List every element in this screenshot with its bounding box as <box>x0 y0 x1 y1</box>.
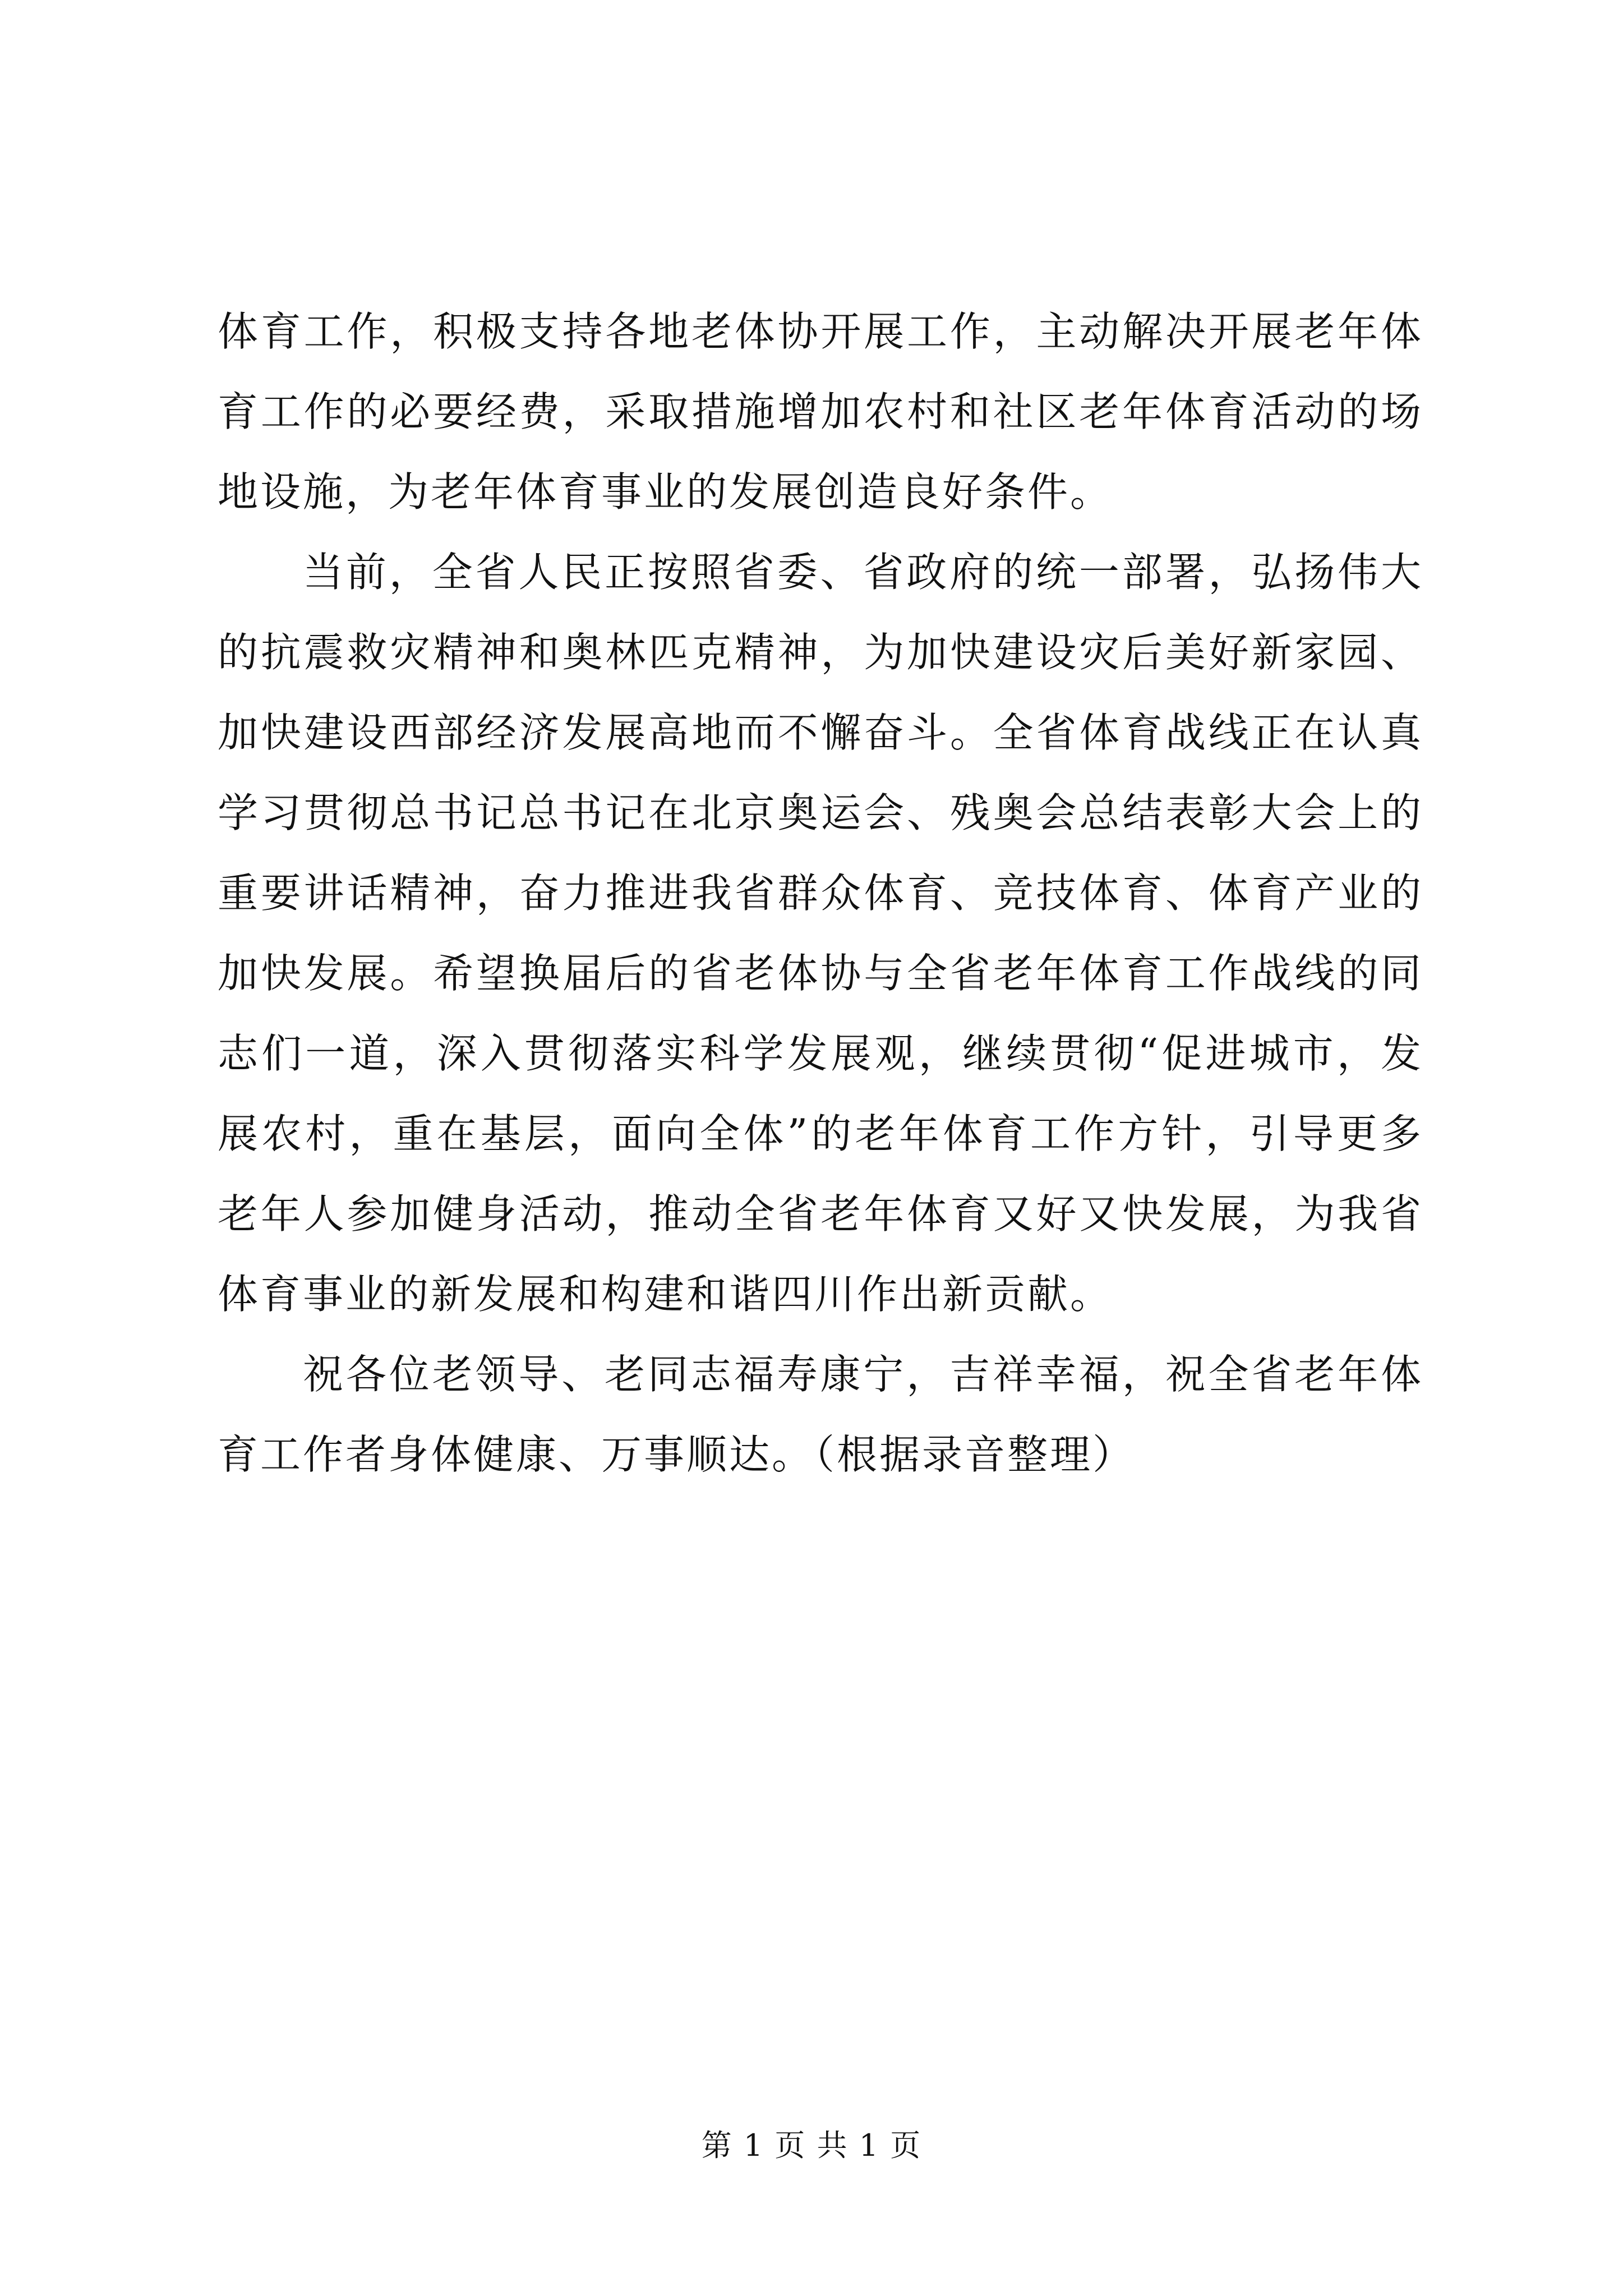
paragraph-3: 祝各位老领导、老同志福寿康宁，吉祥幸福，祝全省老年体育工作者身体健康、万事顺达。（根据录音整理） <box>218 1351 1423 1478</box>
document-body <box>218 292 1423 1495</box>
paragraph-1: 体育工作，积极支持各地老体协开展工作，主动解决开展老年体育工作的必要经费，采取措施增加农村和社区老年体育活动的场地设施，为老年体育事业的发展创造良好条件。 <box>218 308 1423 516</box>
paragraph-2: 当前，全省人民正按照省委、省政府的统一部署，弘扬伟大的抗震救灾精神和奥林匹克精神，为加快建设灾后美好新家园、加快建设西部经济发展高地而不懈奋斗。全省体育战线正在认真学习贯彻总书记总书记在北京奥运会、残奥会总结表彰大会上的重要讲话精神，奋力推进我省群众体育、竞技体育、体育产业的加快发展。希望换届后的省老体协与全省老年体育工作战线的同志们一道，深入贯彻落实科学发展观，继续贯彻“促进城市，发展农村，重在基层，面向全体”的老年体育工作方针，引导更多老年人参加健身活动，推动全省老年体育又好又快发展，为我省体育事业的新发展和构建和谐四川作出新贡献。 <box>218 549 1423 1318</box>
page-footer: 第 1 页 共 1 页 <box>701 2128 922 2163</box>
